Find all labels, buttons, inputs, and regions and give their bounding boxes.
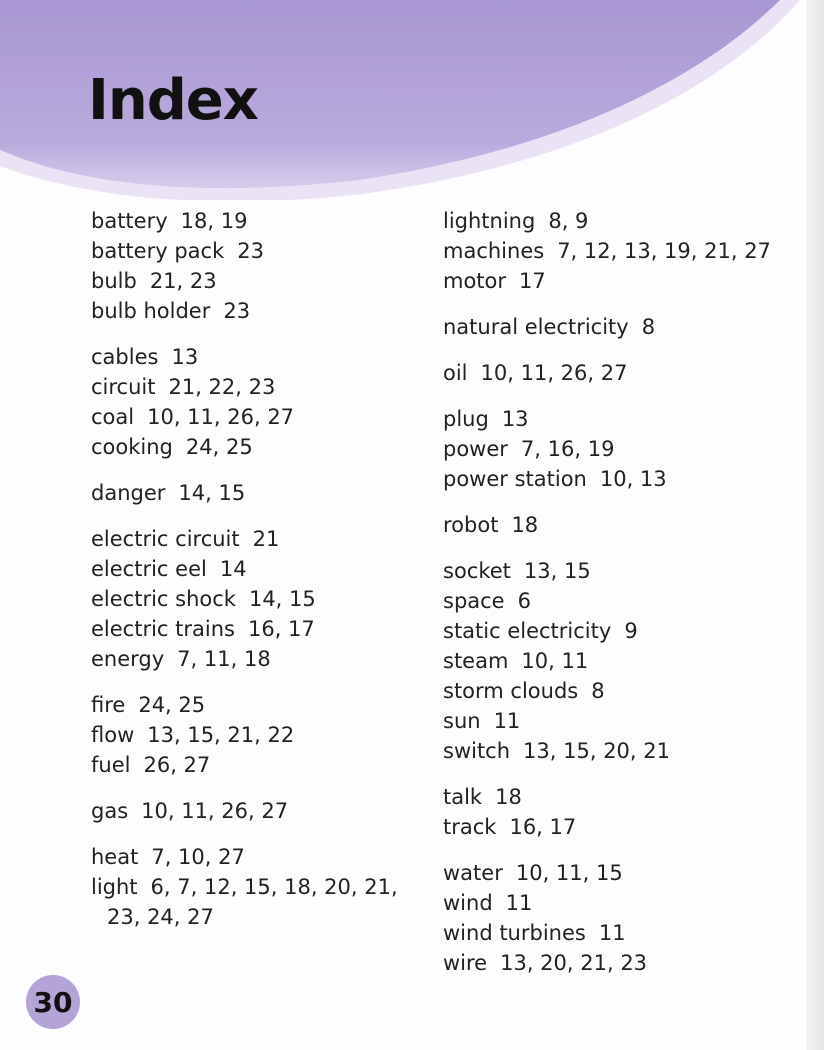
index-entry	[443, 616, 783, 646]
index-entry	[443, 312, 783, 342]
index-term: circuit	[91, 375, 156, 399]
index-pages: 10, 11, 26, 27	[141, 799, 289, 823]
index-term: electric eel	[91, 557, 207, 581]
index-pages: 18	[495, 785, 522, 809]
index-column-left	[91, 206, 411, 948]
index-pages: 7, 16, 19	[520, 437, 615, 461]
page-number: 30	[33, 985, 73, 1019]
index-entry	[91, 842, 411, 872]
index-term: natural electricity	[443, 315, 629, 339]
index-term: power station	[443, 467, 587, 491]
index-pages: 10, 11, 15	[515, 861, 623, 885]
index-entry	[443, 586, 783, 616]
index-term: power	[443, 437, 508, 461]
index-term: flow	[91, 723, 135, 747]
index-entry	[91, 584, 411, 614]
index-entry	[443, 676, 783, 706]
index-pages: 10, 13	[599, 467, 667, 491]
index-entry	[443, 236, 783, 266]
index-term: bulb	[91, 269, 137, 293]
index-entry	[443, 464, 783, 494]
index-pages: 24, 25	[185, 435, 253, 459]
index-pages: 26, 27	[143, 753, 211, 777]
index-entry	[443, 266, 783, 296]
index-pages: 11	[598, 921, 626, 945]
index-pages: 6	[517, 589, 531, 613]
index-pages: 6, 7, 12, 15, 18, 20, 21,	[150, 875, 398, 899]
index-entry	[91, 554, 411, 584]
index-entry	[91, 478, 411, 508]
index-pages: 14	[219, 557, 247, 581]
index-pages: 10, 11	[521, 649, 589, 673]
index-entry	[443, 206, 783, 236]
index-term: heat	[91, 845, 139, 869]
index-entry	[91, 690, 411, 720]
index-entry	[91, 872, 411, 932]
index-entry	[443, 812, 783, 842]
index-term: talk	[443, 785, 483, 809]
index-group	[443, 858, 783, 978]
index-pages: 16, 17	[247, 617, 315, 641]
index-group	[443, 358, 783, 388]
index-term: electric trains	[91, 617, 235, 641]
index-entry	[443, 918, 783, 948]
index-entry	[443, 706, 783, 736]
index-entry	[443, 948, 783, 978]
index-term: lightning	[443, 209, 536, 233]
index-entry	[91, 720, 411, 750]
index-term: robot	[443, 513, 499, 537]
index-entry	[443, 858, 783, 888]
index-group	[443, 782, 783, 842]
index-pages: 13, 15	[523, 559, 591, 583]
index-term: light	[91, 875, 138, 899]
index-group	[91, 842, 411, 932]
index-group	[91, 478, 411, 508]
index-pages: 21, 23	[149, 269, 217, 293]
index-pages: 18	[511, 513, 539, 537]
index-entry	[91, 266, 411, 296]
index-term: water	[443, 861, 503, 885]
index-group	[91, 796, 411, 826]
index-term: energy	[91, 647, 165, 671]
index-pages: 24, 25	[138, 693, 206, 717]
index-term: socket	[443, 559, 511, 583]
index-term: wind turbines	[443, 921, 586, 945]
index-pages: 7, 10, 27	[151, 845, 245, 869]
index-pages: 18, 19	[180, 209, 248, 233]
index-entry	[443, 736, 783, 766]
index-pages: 13, 15, 21, 22	[147, 723, 295, 747]
index-entry	[443, 358, 783, 388]
index-term: fuel	[91, 753, 131, 777]
index-entry	[443, 434, 783, 464]
index-term: wind	[443, 891, 493, 915]
index-group	[91, 342, 411, 462]
index-term: space	[443, 589, 505, 613]
index-term: battery	[91, 209, 168, 233]
index-group	[443, 404, 783, 494]
index-term: steam	[443, 649, 509, 673]
index-term: motor	[443, 269, 507, 293]
index-term: bulb holder	[91, 299, 211, 323]
index-entry	[91, 796, 411, 826]
index-entry	[443, 888, 783, 918]
index-pages: 21	[252, 527, 280, 551]
index-term: gas	[91, 799, 129, 823]
index-pages: 14, 15	[178, 481, 246, 505]
index-pages: 7, 11, 18	[177, 647, 271, 671]
index-pages: 11	[505, 891, 533, 915]
index-pages: 10, 11, 26, 27	[480, 361, 628, 385]
index-entry	[443, 646, 783, 676]
index-group	[443, 206, 783, 296]
index-term: cables	[91, 345, 159, 369]
index-entry	[443, 404, 783, 434]
index-term: storm clouds	[443, 679, 579, 703]
index-term: oil	[443, 361, 468, 385]
index-entry	[91, 402, 411, 432]
index-term: danger	[91, 481, 166, 505]
index-pages: 8, 9	[548, 209, 589, 233]
index-entry	[91, 432, 411, 462]
index-term: sun	[443, 709, 481, 733]
index-pages-continued: 23, 24, 27	[107, 905, 214, 929]
index-term: battery pack	[91, 239, 225, 263]
index-entry	[91, 750, 411, 780]
index-term: wire	[443, 951, 488, 975]
index-pages: 23	[223, 299, 251, 323]
index-pages: 21, 22, 23	[168, 375, 276, 399]
index-entry	[91, 342, 411, 372]
index-group	[443, 510, 783, 540]
index-pages: 7, 12, 13, 19, 21, 27	[557, 239, 771, 263]
index-entry	[91, 372, 411, 402]
index-entry	[91, 524, 411, 554]
index-entry	[91, 644, 411, 674]
index-term: electric shock	[91, 587, 236, 611]
index-term: switch	[443, 739, 511, 763]
index-entry	[443, 782, 783, 812]
index-pages: 16, 17	[509, 815, 577, 839]
index-pages: 9	[624, 619, 638, 643]
index-term: machines	[443, 239, 545, 263]
index-pages: 14, 15	[248, 587, 316, 611]
index-group	[91, 690, 411, 780]
index-pages: 13	[171, 345, 199, 369]
index-pages: 17	[519, 269, 546, 293]
page-number-badge	[26, 975, 80, 1029]
index-group	[443, 556, 783, 766]
index-group	[91, 206, 411, 326]
index-pages: 11	[493, 709, 521, 733]
index-term: track	[443, 815, 497, 839]
page-title: Index	[88, 68, 258, 133]
index-group	[443, 312, 783, 342]
index-pages: 13, 20, 21, 23	[500, 951, 648, 975]
index-pages: 23	[237, 239, 264, 263]
index-entry	[91, 236, 411, 266]
index-entry	[443, 510, 783, 540]
index-entry	[443, 556, 783, 586]
index-term: fire	[91, 693, 126, 717]
index-term: coal	[91, 405, 135, 429]
index-entry	[91, 614, 411, 644]
index-pages: 8	[641, 315, 656, 339]
index-pages: 8	[591, 679, 605, 703]
index-term: plug	[443, 407, 489, 431]
index-term: static electricity	[443, 619, 612, 643]
index-group	[91, 524, 411, 674]
index-term: electric circuit	[91, 527, 240, 551]
index-column-right	[443, 206, 783, 994]
index-pages: 13, 15, 20, 21	[523, 739, 670, 763]
index-term: cooking	[91, 435, 173, 459]
index-pages: 10, 11, 26, 27	[147, 405, 295, 429]
index-pages: 13	[501, 407, 529, 431]
index-entry	[91, 206, 411, 236]
index-entry	[91, 296, 411, 326]
